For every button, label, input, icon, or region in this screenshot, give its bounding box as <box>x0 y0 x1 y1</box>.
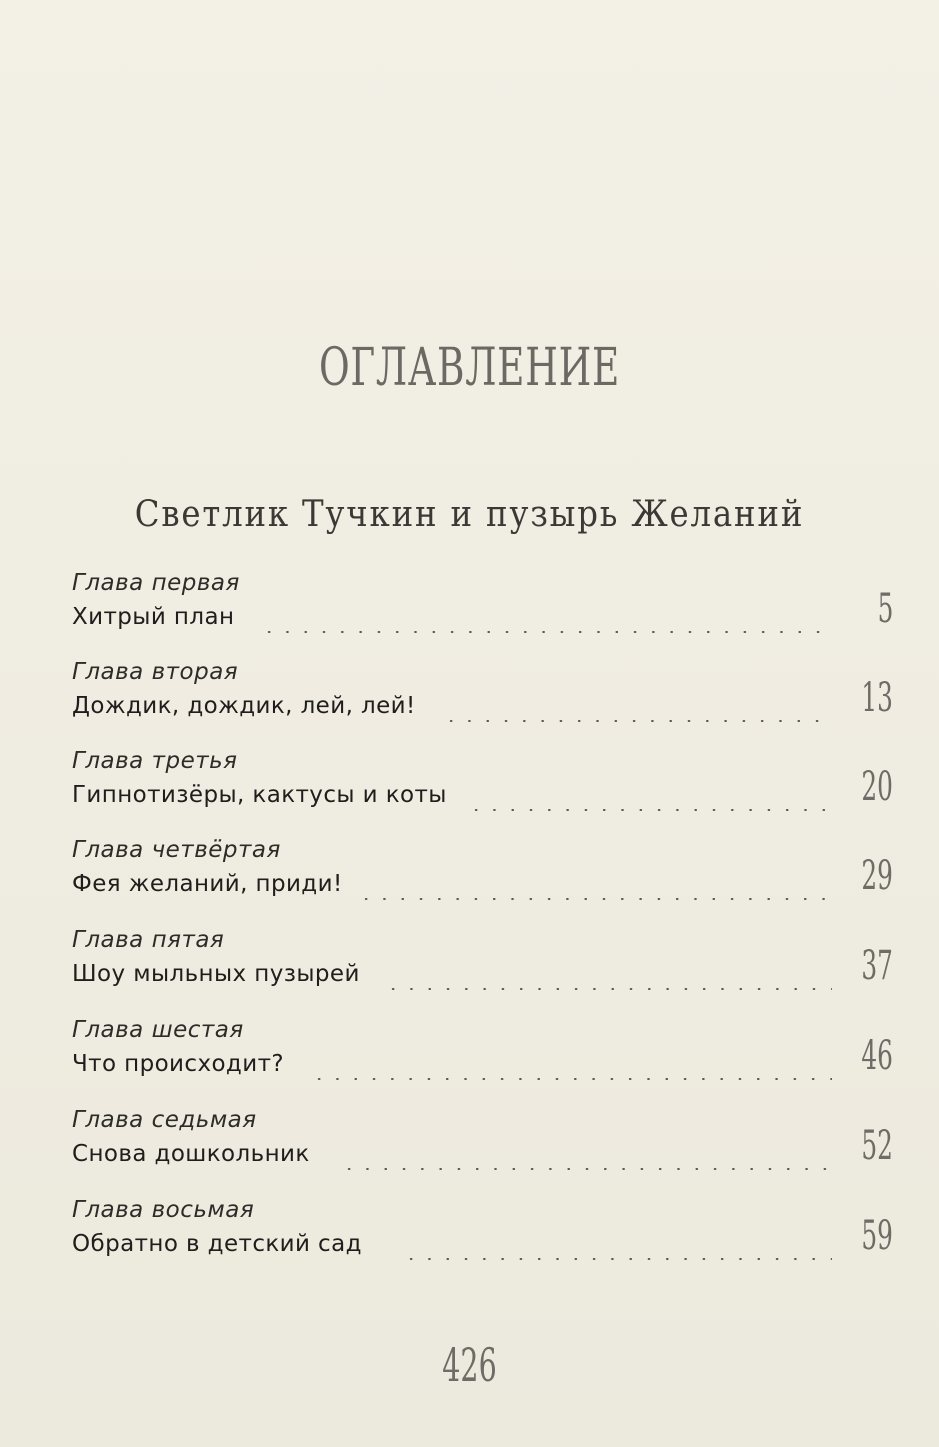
book-title: Светлик Тучкин и пузырь Желаний <box>134 494 805 535</box>
dot-leader <box>357 898 832 900</box>
page-folio-number: 426 <box>442 1338 497 1392</box>
toc-entry[interactable] <box>0 927 939 1007</box>
toc-entry[interactable] <box>0 837 939 917</box>
chapter-label: Глава четвёртая <box>72 837 281 863</box>
chapter-name: Обратно в детский сад <box>72 1231 362 1257</box>
chapter-label: Глава третья <box>72 748 238 774</box>
chapter-page-number: 52 <box>861 1123 893 1169</box>
chapter-page-number: 59 <box>861 1213 893 1259</box>
dot-leader <box>384 988 832 990</box>
toc-entry[interactable] <box>0 1017 939 1097</box>
chapter-name: Шоу мыльных пузырей <box>72 961 360 987</box>
toc-entry[interactable] <box>0 1197 939 1277</box>
chapter-name: Дождик, дождик, лей, лей! <box>72 693 416 719</box>
chapter-label: Глава пятая <box>72 927 225 953</box>
dot-leader <box>310 1078 832 1080</box>
dot-leader <box>340 1168 832 1170</box>
dot-leader <box>260 631 832 633</box>
chapter-page-number: 13 <box>861 675 893 721</box>
chapter-name: Хитрый план <box>72 604 235 630</box>
chapter-label: Глава первая <box>72 570 240 596</box>
chapter-name: Что происходит? <box>72 1051 284 1077</box>
chapter-label: Глава седьмая <box>72 1107 257 1133</box>
chapter-label: Глава восьмая <box>72 1197 255 1223</box>
dot-leader <box>467 809 832 811</box>
toc-heading: ОГЛАВЛЕНИЕ <box>318 338 621 398</box>
chapter-page-number: 37 <box>861 943 893 989</box>
chapter-page-number: 20 <box>861 764 893 810</box>
toc-entry[interactable] <box>0 570 939 650</box>
chapter-name: Снова дошкольник <box>72 1141 310 1167</box>
toc-entry[interactable] <box>0 748 939 828</box>
chapter-label: Глава вторая <box>72 659 239 685</box>
chapter-page-number: 29 <box>861 853 893 899</box>
chapter-page-number: 46 <box>861 1033 893 1079</box>
dot-leader <box>402 1258 832 1260</box>
toc-entry[interactable] <box>0 1107 939 1187</box>
chapter-page-number: 5 <box>877 586 893 632</box>
chapter-name: Фея желаний, приди! <box>72 871 343 897</box>
dot-leader <box>442 720 832 722</box>
chapter-name: Гипнотизёры, кактусы и коты <box>72 782 447 808</box>
chapter-label: Глава шестая <box>72 1017 244 1043</box>
toc-entry[interactable] <box>0 659 939 739</box>
